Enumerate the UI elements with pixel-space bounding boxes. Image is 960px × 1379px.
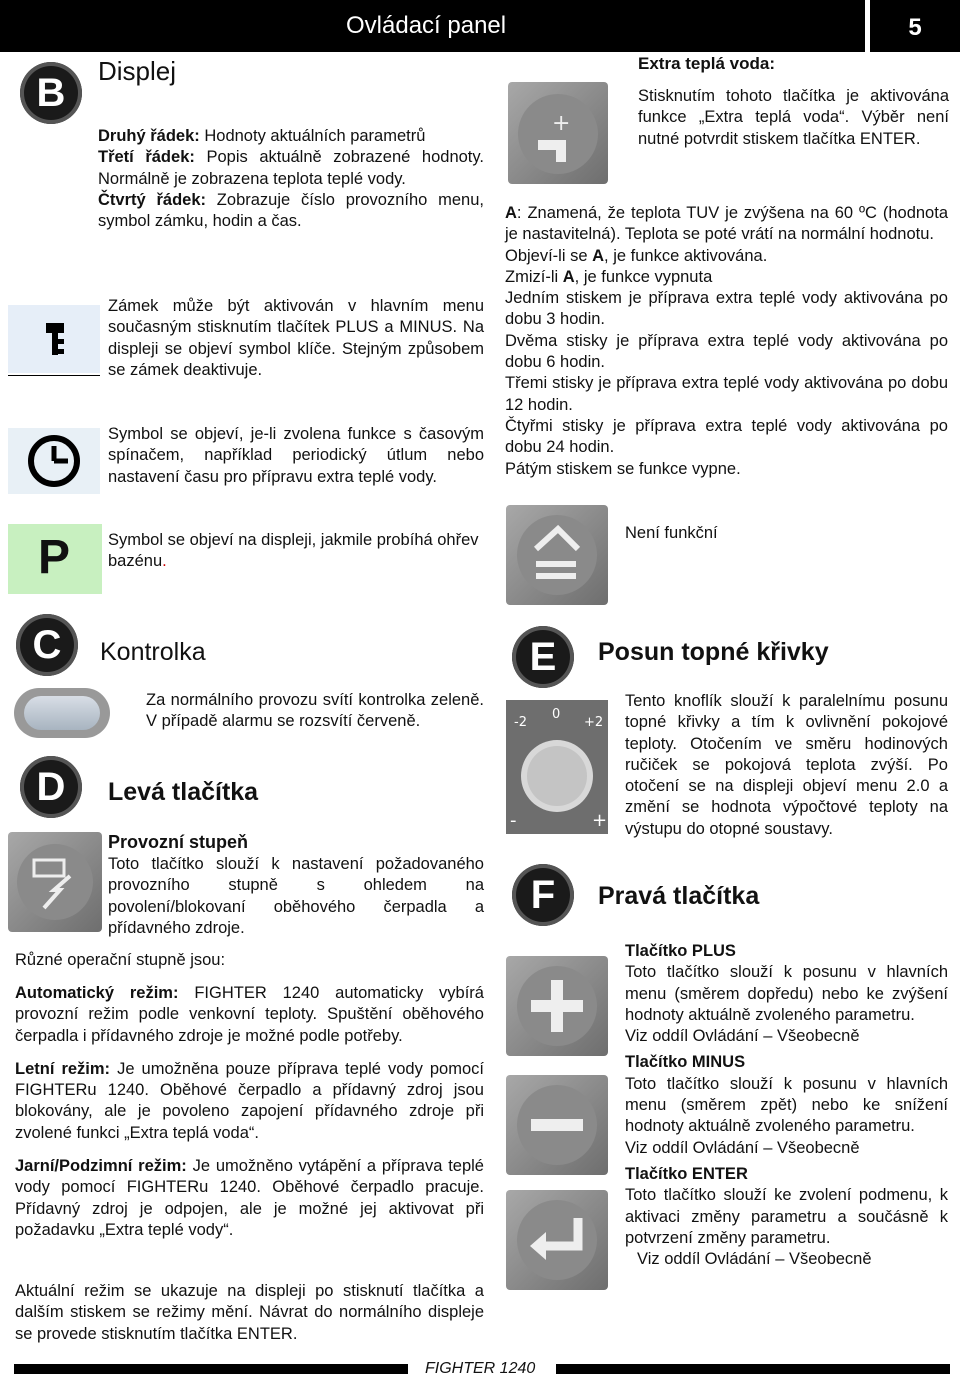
enter-button-image xyxy=(506,1190,608,1290)
minus-ref: Viz oddíl Ovládání – Všeobecně xyxy=(625,1138,860,1157)
extra-line-2: Dvěma stisky je příprava extra teplé vody aktivována po dobu 6 hodin. xyxy=(505,331,948,372)
prava-texts xyxy=(625,941,948,1270)
minus-button-image xyxy=(506,1075,608,1175)
dial-mark-zero: 0 xyxy=(552,707,561,722)
mode-icon xyxy=(8,832,102,932)
line4-label: Čtvrtý řádek: xyxy=(98,190,207,209)
plus-text: Toto tlačítko slouží k posunu v hlavních menu (směrem dopředu) nebo ke zvýšení hodnoty aktuálně zvoleného parametru. xyxy=(625,963,948,1024)
badge-b: B xyxy=(20,62,82,124)
pool-text-main: Symbol se objeví na displeji, jakmile probíhá ohřev bazénu xyxy=(108,531,479,571)
clock-symbol-box xyxy=(8,428,100,494)
pool-text-dot: . xyxy=(162,552,167,571)
enter-title: Tlačítko ENTER xyxy=(625,1164,748,1183)
indicator-lamp-outer xyxy=(14,688,110,738)
line2-label: Druhý řádek: xyxy=(98,127,200,145)
posun-title: Posun topné křivky xyxy=(598,638,829,666)
tap-icon xyxy=(508,82,608,184)
a-text: : Znamená, že teplota TUV je zvýšena na 60 ºC (hodnota je nastavitelná). Teplota se poté vrátí na normální hodnotu. xyxy=(505,204,948,244)
dial-mark-minus2: -2 xyxy=(514,715,527,730)
plus-button-image xyxy=(506,956,608,1056)
key-icon xyxy=(8,305,100,373)
page-header-title: Ovládací panel xyxy=(346,12,507,39)
line2-text: Hodnoty aktuálních parametrů xyxy=(199,127,426,145)
vanish-a: A xyxy=(562,267,575,286)
vanish-post: , je funkce vypnuta xyxy=(574,267,713,286)
kontrolka-title: Kontrolka xyxy=(100,638,206,666)
badge-d: D xyxy=(20,756,82,818)
appear-post: , je funkce aktivována. xyxy=(604,246,768,265)
clock-icon xyxy=(8,428,100,494)
plus-icon xyxy=(506,956,608,1056)
plus-ref: Viz oddíl Ovládání – Všeobecně xyxy=(625,1027,860,1046)
line4-text: Zobrazuje číslo provozního menu, symbol zámku, hodin a čas. xyxy=(98,190,484,231)
footer-line-left xyxy=(14,1364,408,1374)
provozni-stupen-title: Provozní stupeň xyxy=(108,832,249,852)
summer-text: Je umožněna pouze příprava teplé vody pomocí FIGHTERu 1240. Oběhové čerpadlo a přídavný zdroj jsou blokovány, ale je povoleno zapojení přídavného zdroje při zvolené funkci „Extra teplá voda“. xyxy=(15,1059,484,1142)
pool-text xyxy=(108,530,484,573)
summer-label: Letní režim: xyxy=(15,1059,111,1078)
badge-e: E xyxy=(512,626,574,688)
page-number: 5 xyxy=(870,0,960,52)
displej-title: Displej xyxy=(98,56,177,86)
dial-mark-plus: + xyxy=(592,810,608,831)
clock-text: Symbol se objeví, je-li zvolena funkce s časovým spínačem, například periodický útlum nebo nastavení času pro přípravu extra teplé vody. xyxy=(108,425,484,486)
dial-knob-icon xyxy=(506,700,608,834)
extra-title: Extra teplá voda: xyxy=(638,54,775,73)
posun-text: Tento knoflík slouží k paralelnímu posunu topné křivky a tím k ovlivnění pokojové teploty. Otočením ve směru hodinových ručiček se pokojová teplota zvýší. Po otočení se na displeji objeví menu 2.0 a změní se hodnota výpočtové teploty na výstupu do otopné soustavy. xyxy=(625,692,948,838)
pool-button-image xyxy=(506,505,608,605)
svg-text:+: + xyxy=(552,111,571,136)
minus-title: Tlačítko MINUS xyxy=(625,1053,746,1072)
appear-a: A xyxy=(592,246,605,265)
modes-intro: Různé operační stupně jsou: xyxy=(15,951,226,969)
minus-icon xyxy=(506,1075,608,1175)
dial-image xyxy=(506,700,608,834)
extra-desc: Stisknutím tohoto tlačítka je aktivována funkce „Extra teplá voda“. Výběr není nutné potvrdit stiskem tlačítka ENTER. xyxy=(638,87,949,148)
current-mode-text: Aktuální režim se ukazuje na displeji po stisknutí tlačítka a dalším stiskem se režimy mění. Návrat do normálního displeje se provede stisknutím tlačítka ENTER. xyxy=(15,1282,484,1343)
auto-text: FIGHTER 1240 automaticky vybírá provozní režim podle venkovní teploty. Spuštění oběhového čerpadla i přídavného zdroje je možné podle potřeby. xyxy=(15,984,484,1045)
modes-list xyxy=(15,983,484,1241)
pool-p-icon: P xyxy=(38,531,71,584)
lock-text: Zámek může být aktivován v hlavním menu současným stisknutím tlačítek PLUS a MINUS. Na displeji se objeví symbol klíče. Stejným způsobem se zámek deaktivuje. xyxy=(108,297,484,379)
footer-line-right xyxy=(556,1364,950,1374)
spring-text: Je umožněno vytápění a příprava teplé vody pomocí FIGHTERu 1240. Oběhové čerpadlo pracuje. Přídavný zdroj je odpojen, ale je možné jej aktivovat při požadavku „Extra teplé vody“. xyxy=(15,1157,484,1239)
kontrolka-text: Za normálního provozu svítí kontrolka zeleně. V případě alarmu se rozsvítí červeně. xyxy=(146,691,484,731)
divider xyxy=(8,375,100,376)
enter-icon xyxy=(506,1190,608,1290)
footer-text: FIGHTER 1240 xyxy=(425,1360,536,1377)
enter-ref: Viz oddíl Ovládání – Všeobecně xyxy=(637,1250,872,1269)
not-functional-text: Není funkční xyxy=(625,524,718,542)
a-label: A xyxy=(505,204,517,222)
extra-water-button-image xyxy=(508,82,608,184)
vanish-pre: Zmizí-li xyxy=(505,267,563,286)
dial-mark-minus: - xyxy=(510,810,517,831)
pool-heating-icon xyxy=(506,505,608,605)
badge-c: C xyxy=(16,614,78,676)
lock-symbol-box xyxy=(8,305,100,373)
extra-line-4: Čtyřmi stisky je příprava extra teplé vody aktivována po dobu 24 hodin. xyxy=(505,416,948,457)
line3-label: Třetí řádek: xyxy=(98,148,195,167)
badge-f: F xyxy=(512,864,574,926)
provozni-stupen-text: Toto tlačítko slouží k nastavení požadovaného provozního stupně s ohledem na povolení/blokovaní oběhového čerpadla a přídavného zdroje. xyxy=(108,855,484,937)
spring-label: Jarní/Podzimní režim: xyxy=(15,1157,187,1176)
pool-symbol-box xyxy=(8,524,102,594)
enter-text: Toto tlačítko slouží ke zvolení podmenu, k aktivaci změny parametru a součásně k potvrzení změny parametru. xyxy=(625,1186,948,1247)
extra-details xyxy=(505,203,948,480)
line3-text: Popis aktuálně zobrazené hodnoty. Normálně je zobrazena teplota teplé vody. xyxy=(98,148,484,188)
plus-title: Tlačítko PLUS xyxy=(625,942,736,960)
displej-lines xyxy=(98,126,484,232)
appear-pre: Objeví-li se xyxy=(505,246,593,265)
extra-line-1: Jedním stiskem je příprava extra teplé vody aktivována po dobu 3 hodin. xyxy=(505,289,948,329)
extra-line-3: Třemi stisky je příprava extra teplé vody aktivována po dobu 12 hodin. xyxy=(505,374,948,414)
indicator-lamp xyxy=(24,696,100,730)
prava-title: Pravá tlačítka xyxy=(598,882,760,910)
extra-line-5: Pátým stiskem se funkce vypne. xyxy=(505,459,741,478)
dial-mark-plus2: +2 xyxy=(584,715,604,730)
mode-button-image xyxy=(8,832,102,932)
leva-title: Levá tlačítka xyxy=(108,778,259,806)
auto-label: Automatický režim: xyxy=(15,984,179,1002)
minus-text: Toto tlačítko slouží k posunu v hlavních menu (směrem zpět) nebo ke snížení hodnoty aktuálně zvoleného parametru. xyxy=(625,1074,948,1136)
